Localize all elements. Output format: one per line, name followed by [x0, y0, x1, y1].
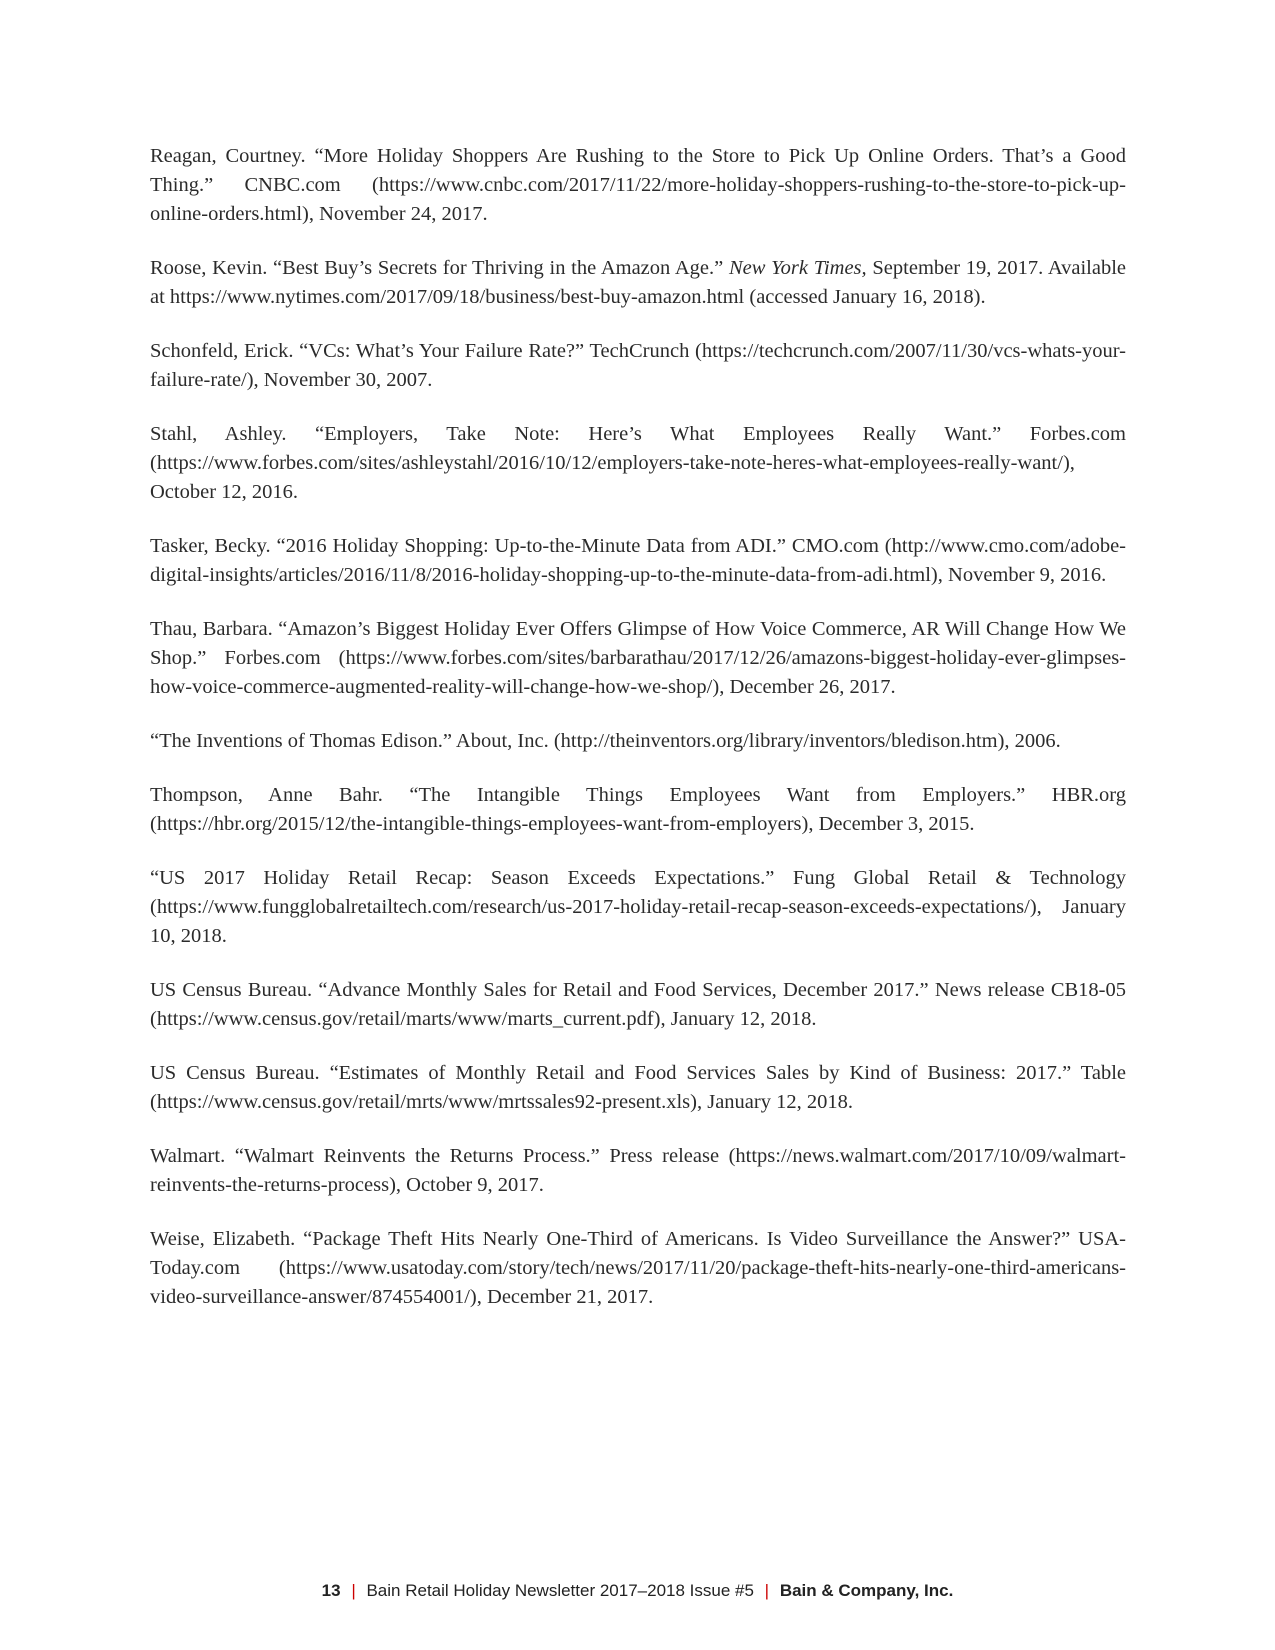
reference-text: September 19, 2017. Available at https://www.nytimes.com/2017/09/18/business/best-buy-amazon.html (accessed January 16, 2018).: [150, 257, 1127, 308]
reference-text: Roose, Kevin. “Best Buy’s Secrets for Thriving in the Amazon Age.”: [150, 257, 729, 279]
page-footer: [0, 1581, 1275, 1601]
reference-entry: [150, 254, 1126, 312]
reference-entry: “US 2017 Holiday Retail Recap: Season Exceeds Expectations.” Fung Global Retail & Technology (https://www.fungglobalretailtech.com/research/us-2017-holiday-retail-recap-season-exceeds-expectations/), January 10, 2018.: [150, 867, 1126, 947]
references-list: [150, 142, 1126, 1337]
reference-entry: Stahl, Ashley. “Employers, Take Note: Here’s What Employees Really Want.” Forbes.com (https://www.forbes.com/sites/ashleystahl/2016/10/12/employers-take-note-heres-what-employees-really-want/), October 12, 2016.: [150, 423, 1126, 503]
reference-entry: Thompson, Anne Bahr. “The Intangible Things Employees Want from Employers.” HBR.org (https://hbr.org/2015/12/the-intangible-things-employees-want-from-employers), December 3, 2015.: [150, 784, 1126, 835]
reference-entry: Weise, Elizabeth. “Package Theft Hits Nearly One-Third of Americans. Is Video Surveillance the Answer?” USA-Today.com (https://www.usatoday.com/story/tech/news/2017/11/20/package-theft-hits-nearly-one-third-americans-video-surveillance-answer/874554001/), December 21, 2017.: [150, 1228, 1126, 1308]
reference-entry: Thau, Barbara. “Amazon’s Biggest Holiday Ever Offers Glimpse of How Voice Commerce, AR Will Change How We Shop.” Forbes.com (https://www.forbes.com/sites/barbarathau/2017/12/26/amazons-biggest-holiday-ever-glimpses-how-voice-commerce-augmented-reality-will-change-how-we-shop/), December 26, 2017.: [150, 618, 1126, 698]
publication-title: New York Times,: [728, 257, 867, 279]
footer-separator: |: [351, 1581, 356, 1600]
publication-name: Bain Retail Holiday Newsletter 2017–2018 Issue #5: [366, 1581, 754, 1600]
page-number: 13: [321, 1581, 341, 1600]
footer-separator: |: [764, 1581, 770, 1600]
reference-entry: “The Inventions of Thomas Edison.” About, Inc. (http://theinventors.org/library/inventors/bledison.htm), 2006.: [150, 730, 1061, 752]
company-name: Bain & Company, Inc.: [779, 1581, 954, 1600]
reference-entry: Tasker, Becky. “2016 Holiday Shopping: Up-to-the-Minute Data from ADI.” CMO.com (http://www.cmo.com/adobe-digital-insights/articles/2016/11/8/2016-holiday-shopping-up-to-the-minute-data-from-adi.html), November 9, 2016.: [150, 535, 1126, 586]
reference-entry: US Census Bureau. “Estimates of Monthly Retail and Food Services Sales by Kind of Business: 2017.” Table (https://www.census.gov/retail/mrts/www/mrtssales92-present.xls), January 12, 2018.: [150, 1062, 1126, 1113]
reference-entry: Walmart. “Walmart Reinvents the Returns Process.” Press release (https://news.walmart.com/2017/10/09/walmart-reinvents-the-returns-process), October 9, 2017.: [150, 1145, 1126, 1196]
reference-entry: Reagan, Courtney. “More Holiday Shoppers Are Rushing to the Store to Pick Up Online Orders. That’s a Good Thing.” CNBC.com (https://www.cnbc.com/2017/11/22/more-holiday-shoppers-rushing-to-the-store-to-pick-up-online-orders.html), November 24, 2017.: [150, 145, 1126, 225]
reference-entry: US Census Bureau. “Advance Monthly Sales for Retail and Food Services, December 2017.” News release CB18-05 (https://www.census.gov/retail/marts/www/marts_current.pdf), January 12, 2018.: [150, 979, 1126, 1030]
reference-entry: Schonfeld, Erick. “VCs: What’s Your Failure Rate?” TechCrunch (https://techcrunch.com/2007/11/30/vcs-whats-your-failure-rate/), November 30, 2007.: [150, 340, 1126, 391]
